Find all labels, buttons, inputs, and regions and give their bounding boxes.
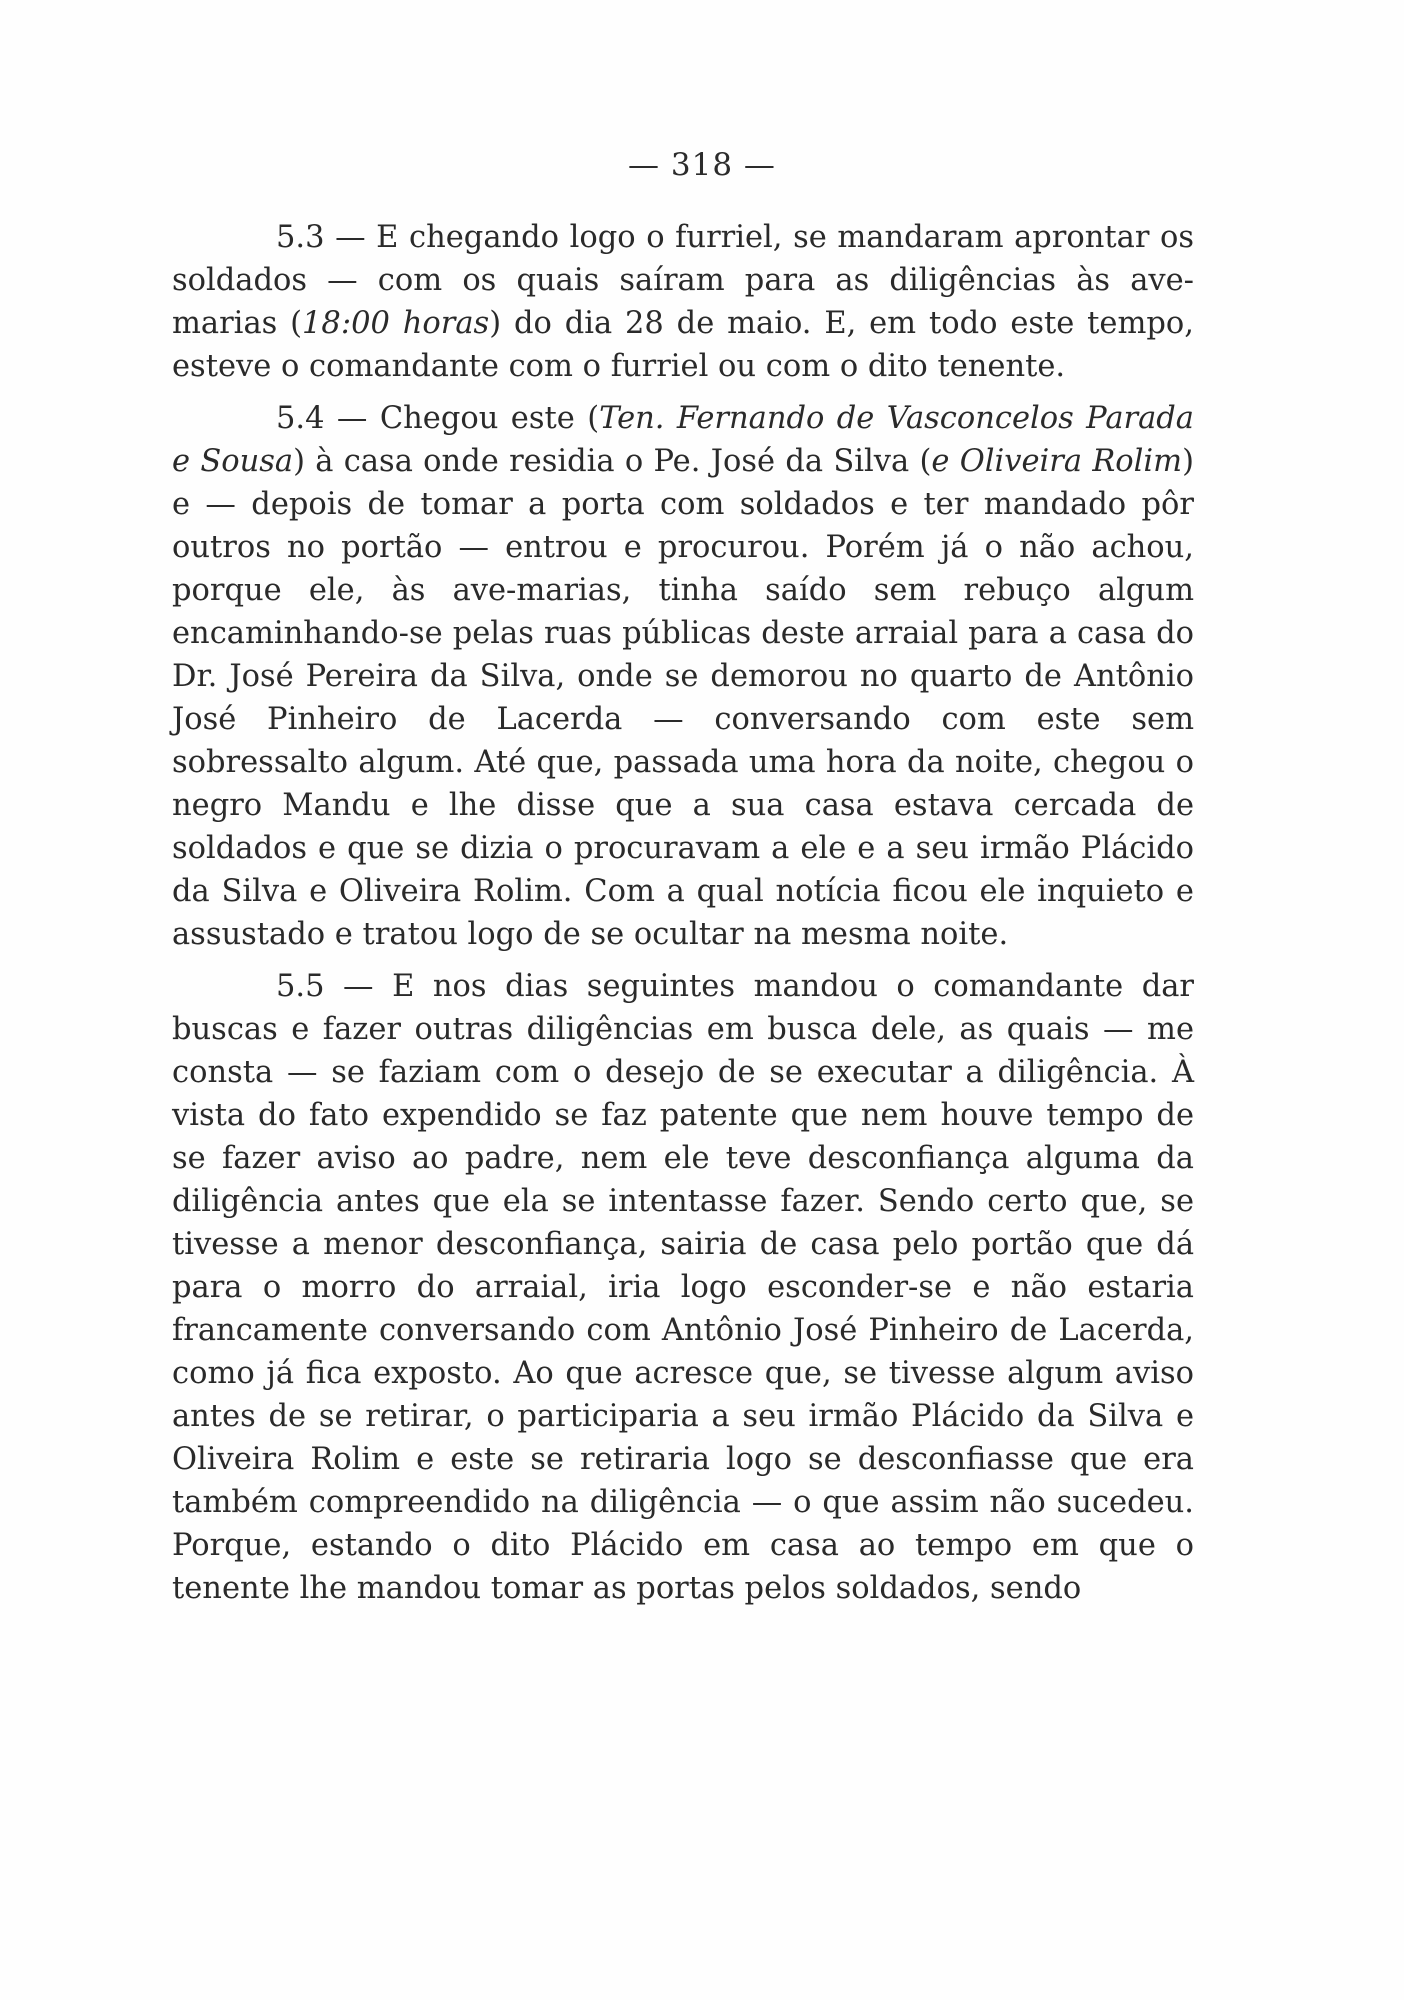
paragraph-text: ) à casa onde residia o Pe. José da Silva (	[293, 444, 932, 479]
italic-text: 18:00 horas	[302, 306, 490, 341]
italic-text: Ten. Fernando de Vasconcelos Parada e Sousa	[172, 401, 1194, 479]
paragraph-text: 5.5 — E nos dias seguintes mandou o comandante dar buscas e fazer outras diligências em busca dele, as quais — me consta — se faziam com o desejo de se executar a diligência. À vista do fato expendido se faz patente que nem houve tempo de se fazer aviso ao padre, nem ele teve desconfiança alguma da diligência antes que ela se intentasse fazer. Sendo certo que, se tivesse a menor desconfiança, sairia de casa pelo portão que dá para o morro do arraial, iria logo esconder-se e não estaria francamente conversando com Antônio José Pinheiro de Lacerda, como já fica exposto. Ao que acresce que, se tivesse algum aviso antes de se retirar, o participaria a seu irmão Plácido da Silva e Oliveira Rolim e este se retiraria logo se desconfiasse que era também compreendido na diligência — o que assim não sucedeu. Porque, estando o dito Plácido em casa ao tempo em que o tenente lhe mandou tomar as portas pelos soldados, sendo	[172, 969, 1194, 1606]
paragraph-text: ) do dia 28 de maio. E, em todo este tempo, esteve o comandante com o furriel ou com o dito tenente.	[172, 306, 1194, 384]
paragraph-5-4	[172, 397, 1194, 956]
page-number: — 318 —	[628, 147, 776, 183]
paragraph-text: 5.4 — Chegou este (	[276, 401, 600, 436]
italic-text: e Oliveira Rolim	[931, 444, 1183, 479]
paragraph-5-5	[172, 965, 1194, 1610]
body-text	[172, 216, 1194, 1610]
paragraph-text: ) e — depois de tomar a porta com soldados e ter mandado pôr outros no portão — entrou e procurou. Porém já o não achou, porque ele, às ave-marias, tinha saído sem rebuço algum encaminhando-se pelas ruas públicas deste arraial para a casa do Dr. José Pereira da Silva, onde se demorou no quarto de Antônio José Pinheiro de Lacerda — conversando com este sem sobressalto algum. Até que, passada uma hora da noite, chegou o negro Mandu e lhe disse que a sua casa estava cercada de soldados e que se dizia o procuravam a ele e a seu irmão Plácido da Silva e Oliveira Rolim. Com a qual notícia ficou ele inquieto e assustado e tratou logo de se ocultar na mesma noite.	[172, 444, 1194, 952]
paragraph-5-3	[172, 216, 1194, 388]
paragraph-text: 5.3 — E chegando logo o furriel, se mandaram aprontar os soldados — com os quais saíram para as diligências às ave-marias (	[172, 220, 1194, 341]
